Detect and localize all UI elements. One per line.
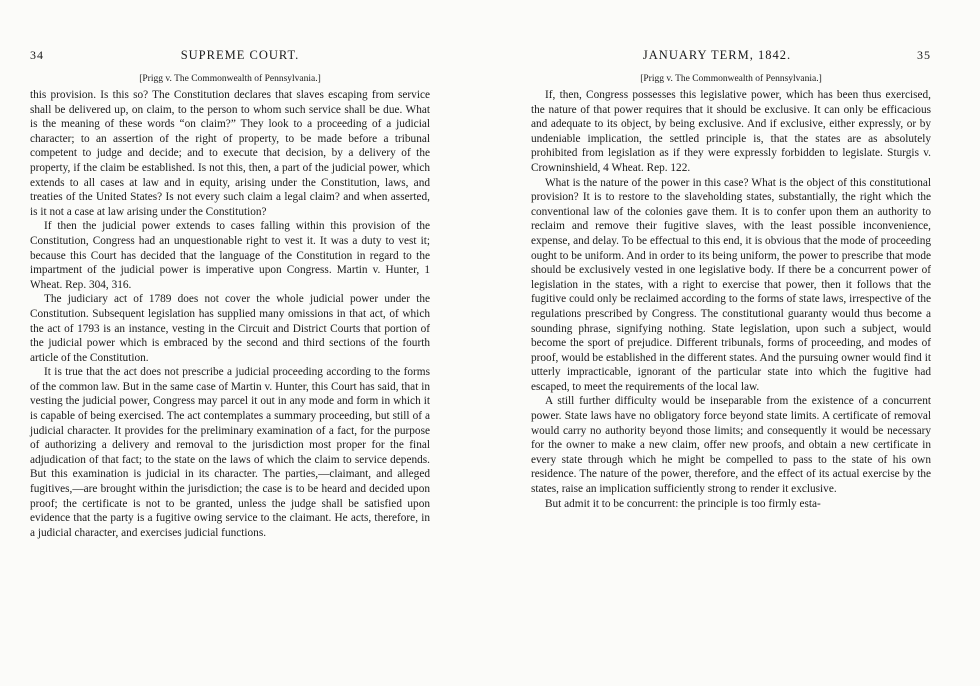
left-page-number: 34 — [30, 48, 44, 62]
right-body-text — [531, 88, 931, 511]
left-page — [30, 0, 430, 686]
left-paragraph: It is true that the act does not prescribe a judicial proceeding according to the forms of the common law. But in the same case of Martin v. Hunter, this Court has said, that in vesting the judicial power, Congress may parcel it out in any mode and form in which it is capable of being exercised. The act contemplates a summary proceeding, but still of a judicial character. It provides for the preliminary examination of a fact, for the purpose of authorizing a delivery and removal to the jurisdiction most proper for the final adjudication of that fact; to the state on the laws of which the claim to service depends. But this examination is judicial in its character. The parties,—claimant, and alleged fugitives,—are brought within the jurisdiction; the case is to be heard and decided upon proof; the certificate is not to be granted, unless the judge shall be satisfied upon evidence that the party is a fugitive owing service to the claimant. He acts, therefore, in a judicial character, and exercises judicial functions. — [30, 366, 430, 539]
right-case-caption: [Prigg v. The Commonwealth of Pennsylvania.] — [640, 74, 822, 84]
left-head-title: SUPREME COURT. — [180, 48, 300, 62]
right-page — [531, 0, 931, 686]
right-paragraph: What is the nature of the power in this case? What is the object of this constitutional provision? It is to restore to the slaveholding states, substantially, the right which the conventional law of the colonies gave them. It is to confer upon them an authority to reclaim and remove their fugitive slaves, with the least possible inconvenience, expense, and delay. To be effectual to this end, it is obvious that the mode of proceeding ought to be uniform. And in order to its being uniform, the power to prescribe that mode should be exclusively vested in one legislative body. If there be a concurrent power of legislation in the states, with a right to exercise that power, then it follows that the fugitive could only be reclaimed according to the forms of state laws, irrespective of the regulations prescribed by Congress. The constitutional guaranty would thus become a sounding phrase, signifying nothing. State legislation, upon such a subject, would become the sport of prejudice. Different tribunals, forms of proceeding, and modes of proof, would be established in the different states. And the pursuing owner would find it utterly impracticable, ignorant of the particular state into which the fugitive had escaped, to meet the requirements of the local law. — [531, 176, 931, 393]
right-head-title: JANUARY TERM, 1842. — [642, 48, 792, 62]
right-running-head — [531, 48, 931, 70]
right-paragraph: If, then, Congress possesses this legislative power, which has been thus exercised, the nature of that power requires that it should be exclusive. It can only be efficacious and adequate to its object, by being exclusive. And if exclusive, either expressly, or by undeniable implication, the settled principle is, that the states are as absolutely prohibited from legislation as if they were expressly forbidden to legislate. Sturgis v. Crowninshield, 4 Wheat. Rep. 122. — [531, 89, 931, 174]
right-paragraph: But admit it to be concurrent: the principle is too firmly esta- — [545, 497, 821, 510]
left-paragraph: The judiciary act of 1789 does not cover the whole judicial power under the Constitution. Subsequent legislation has supplied many omissions in that act, of which the act of 1793 is an instance, vesting in the Circuit and District Courts that portion of the judicial power which is embraced by the second and third sections of the fourth article of the Constitution. — [30, 293, 430, 364]
left-body-text — [30, 88, 430, 540]
left-paragraph: this provision. Is this so? The Constitution declares that slaves escaping from service shall be delivered up, on claim, to the person to whom such service shall be due. What is the meaning of these words “on claim?” They look to a proceeding of a judicial character; to an assertion of the right of property, to be made before a tribunal competent to judge and decide; and to execute that decision, by a delivery of the property, if the claim be established. Is not this, then, a part of the judicial power, which extends to all cases at law and in equity, arising under the Constitution, laws, and treaties of the United States? Is not every such claim a legal claim? and when asserted, is it not a case at law arising under the Constitution? — [30, 89, 430, 218]
right-paragraph: A still further difficulty would be inseparable from the existence of a concurrent power. State laws have no obligatory force beyond state limits. A certificate of removal would carry no authority beyond those limits; and consequently it would be necessary for the owner to make a new claim, offer new proofs, and obtain a new certificate in every state through which he might be compelled to pass to the state of his own residence. The nature of the power, therefore, and the effect of its actual exercise by the states, raise an implication sufficiently strong to render it exclusive. — [531, 395, 931, 496]
left-running-head — [30, 48, 430, 70]
page-gutter — [488, 0, 489, 686]
left-paragraph: If then the judicial power extends to cases falling within this provision of the Constitution, Congress had an unquestionable right to vest it. It was a duty to vest it; because this Court has decided that the language of the Constitution in regard to the impartment of the judicial power is imperative upon Congress. Martin v. Hunter, 1 Wheat. Rep. 304, 316. — [30, 220, 430, 291]
right-page-number: 35 — [917, 48, 931, 62]
left-case-caption: [Prigg v. The Commonwealth of Pennsylvania.] — [139, 74, 321, 84]
